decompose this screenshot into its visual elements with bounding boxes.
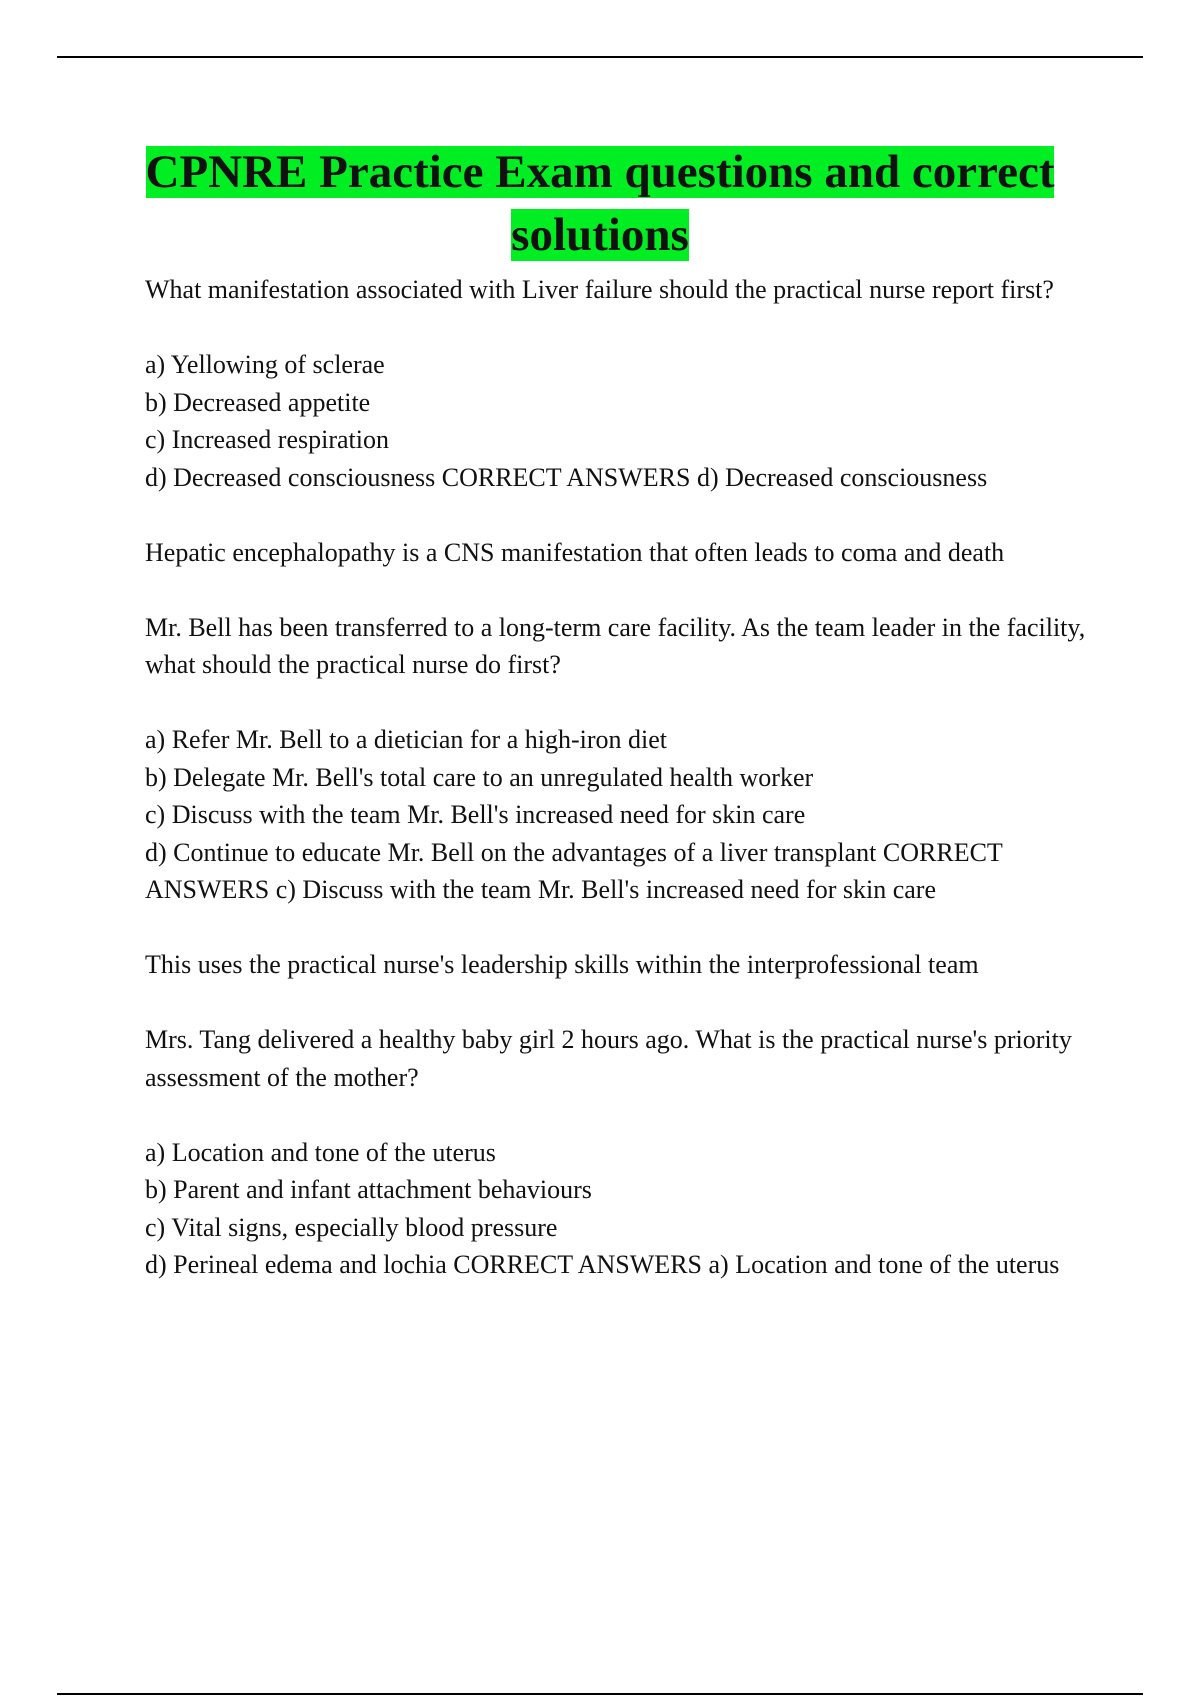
answer-option: a) Refer Mr. Bell to a dietician for a high-iron diet — [145, 725, 667, 754]
question-text: Mrs. Tang delivered a healthy baby girl 2 hours ago. What is the practical nurse's priority assessment of the mother? — [145, 1025, 1072, 1092]
question-block-2 — [145, 609, 1090, 984]
document-title — [100, 141, 1100, 267]
question-text: Mr. Bell has been transferred to a long-term care facility. As the team leader in the facility, what should the practical nurse do first? — [145, 612, 1086, 679]
answer-option: c) Vital signs, especially blood pressure — [145, 1212, 558, 1242]
answer-option: c) Increased respiration — [145, 425, 389, 454]
answer-option: b) Parent and infant attachment behaviours — [145, 1175, 592, 1204]
question-block-3 — [145, 1021, 1090, 1284]
title-highlight: CPNRE Practice Exam questions and correct solutions — [145, 146, 1055, 261]
answer-option-with-correct-answer: d) Continue to educate Mr. Bell on the advantages of a liver transplant CORRECT ANSWERS c) Discuss with the team Mr. Bell's increased need for skin care — [145, 837, 1003, 904]
bottom-rule — [57, 1693, 1143, 1695]
rationale-text: Hepatic encephalopathy is a CNS manifestation that often leads to coma and death — [145, 537, 1005, 567]
rationale-text: This uses the practical nurse's leadership skills within the interprofessional team — [145, 950, 979, 979]
answer-option-with-correct-answer: d) Perineal edema and lochia CORRECT ANSWERS a) Location and tone of the uterus — [145, 1250, 1060, 1279]
document-body — [145, 271, 1090, 1284]
answer-option: c) Discuss with the team Mr. Bell's increased need for skin care — [145, 800, 806, 829]
top-rule — [57, 56, 1143, 58]
question-text: What manifestation associated with Liver failure should the practical nurse report first? — [145, 275, 1054, 304]
answer-option: b) Delegate Mr. Bell's total care to an unregulated health worker — [145, 762, 814, 792]
question-block-1 — [145, 271, 1090, 571]
answer-option: a) Yellowing of sclerae — [145, 350, 385, 379]
answer-option-with-correct-answer: d) Decreased consciousness CORRECT ANSWERS d) Decreased consciousness — [145, 462, 988, 492]
answer-option: a) Location and tone of the uterus — [145, 1137, 496, 1167]
answer-option: b) Decreased appetite — [145, 387, 371, 417]
